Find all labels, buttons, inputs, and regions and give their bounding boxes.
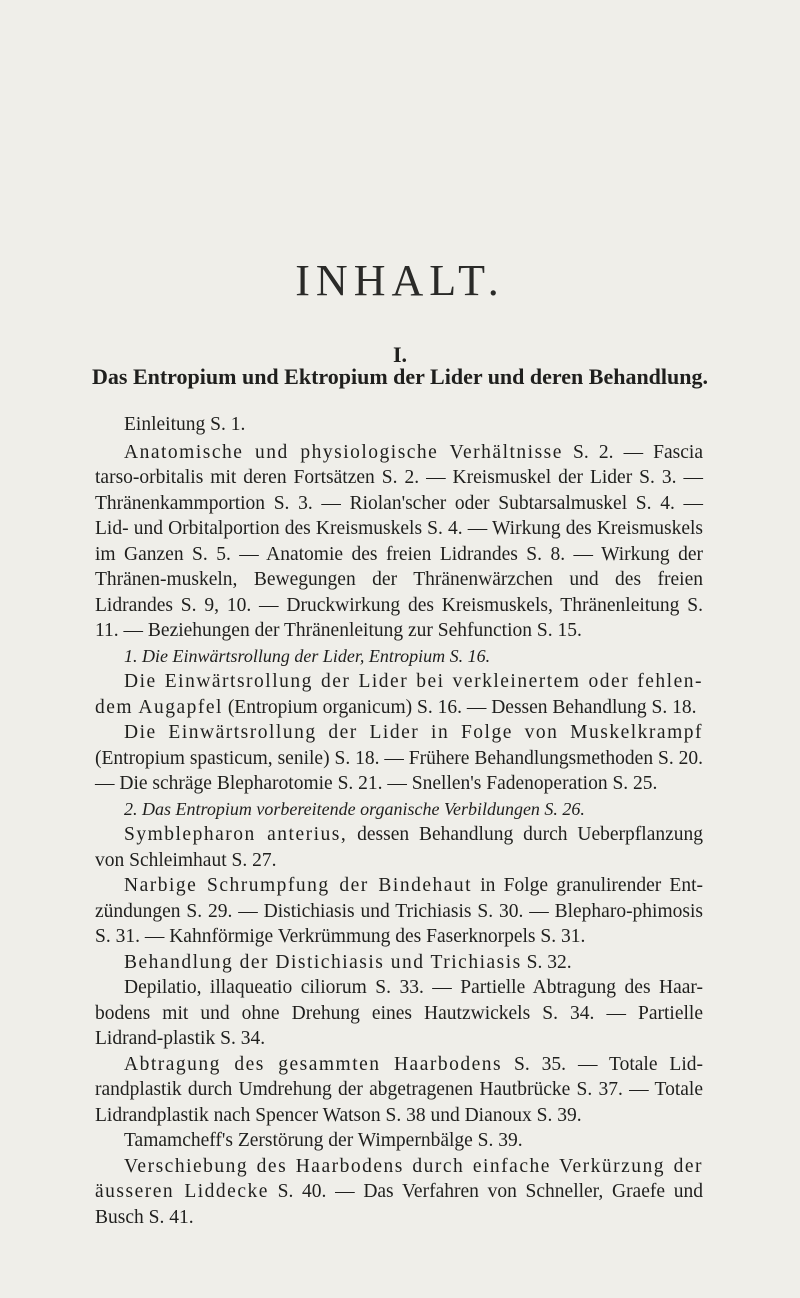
toc-entry: Behandlung der Distichiasis und Trichiasis S. 32. xyxy=(124,951,572,973)
toc-entry: Narbige Schrumpfung der Bindehaut in Folge granulirender Ent-zündungen S. 29. — Distichiasis und Trichiasis S. 30. — Blepharo-phimosis S. 31. — Kahnförmige Verkrümmung des Faserknorpels S. 31. xyxy=(95,875,703,947)
toc-subsection-heading: 1. Die Einwärtsrollung der Lider, Entropium S. 16. xyxy=(124,645,491,666)
toc-entry: Die Einwärtsrollung der Lider in Folge von Muskelkrampf (Entropium spasticum, senile) S. 18. — Frühere Behandlungsmethoden S. 20. — Die schräge Blepharotomie S. 21. — Snellen's Fadenoperation S. 25. xyxy=(95,722,703,794)
toc-subsection-heading: 2. Das Entropium vorbereitende organische Verbildungen S. 26. xyxy=(124,798,585,819)
toc-entry: Abtragung des gesammten Haarbodens S. 35. — Totale Lid-randplastik durch Umdrehung der abgetragenen Hautbrücke S. 37. — Totale Lidrandplastik nach Spencer Watson S. 38 und Dianoux S. 39. xyxy=(95,1053,703,1126)
toc-entry: Anatomische und physiologische Verhältnisse S. 2. — Fascia tarso-orbitalis mit deren Fortsätzen S. 2. — Kreismuskel der Lider S. 3. — Thränenkammportion S. 3. — Riolan'scher oder Subtarsalmuskel S. 4. — Lid- und Orbitalportion des Kreismuskels S. 4. — Wirkung des Kreismuskels im Ganzen S. 5. — Anatomie des freien Lidrandes S. 8. — Wirkung der Thränen-muskeln, Bewegungen der Thränenwärzchen und des freien Lidrandes S. 9, 10. — Druckwirkung des Kreismuskels, Thränenleitung S. 11. — Beziehungen der Thränenleitung zur Sehfunction S. 15. xyxy=(95,441,703,641)
toc-entry: Verschiebung des Haarbodens durch einfache Verkürzung der äusseren Liddecke S. 40. — Das Verfahren von Schneller, Graefe und Busch S. 41. xyxy=(95,1155,703,1228)
toc-entry: Die Einwärtsrollung der Lider bei verkleinertem oder fehlen-dem Augapfel (Entropium organicum) S. 16. — Dessen Behandlung S. 18. xyxy=(95,671,703,718)
page-title: INHALT. xyxy=(295,256,505,305)
part-number: I. xyxy=(392,342,408,367)
toc-entry: Einleitung S. 1. xyxy=(124,414,246,435)
toc-entry: Depilatio, illaqueatio ciliorum S. 33. — Partielle Abtragung des Haar-bodens mit und ohne Drehung eines Hautzwickels S. 34. — Partielle Lidrand-plastik S. 34. xyxy=(95,977,703,1049)
table-of-contents xyxy=(95,412,703,1230)
toc-entry: Tamamcheff's Zerstörung der Wimpernbälge S. 39. xyxy=(124,1130,523,1151)
toc-entry: Symblepharon anterius, dessen Behandlung durch Ueberpflanzung von Schleimhaut S. 27. xyxy=(95,824,703,871)
part-title: Das Entropium und Ektropium der Lider und deren Behandlung. xyxy=(92,364,708,389)
